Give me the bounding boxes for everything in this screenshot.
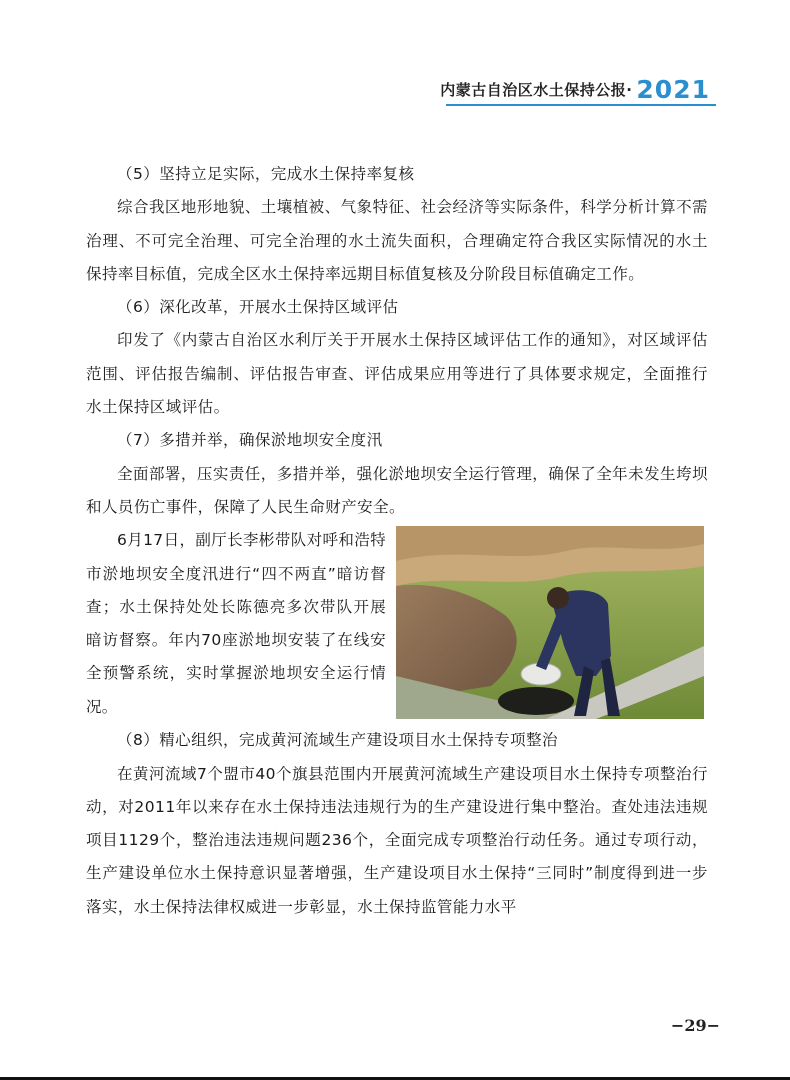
inspection-photo — [396, 526, 704, 719]
header-year: 2021 — [636, 75, 710, 104]
figure-block — [86, 524, 708, 724]
section-6-heading: （6）深化改革，开展水土保持区域评估 — [117, 298, 399, 317]
figure-paragraph: 6月17日，副厅长李彬带队对呼和浩特市淤地坝安全度汛进行“四不两直”暗访督查；水土保持处处长陈德亮多次带队开展暗访督察。年内70座淤地坝安装了在线安全预警系统，实时掌握淤地坝安全运行情况。 — [86, 531, 386, 716]
header-rule — [446, 104, 716, 106]
header-title: 内蒙古自治区水土保持公报· — [440, 81, 633, 99]
section-7-heading: （7）多措并举，确保淤地坝安全度汛 — [117, 431, 383, 450]
figure-text — [86, 524, 386, 724]
section-6-body: 印发了《内蒙古自治区水利厅关于开展水土保持区域评估工作的通知》，对区域评估范围、评估报告编制、评估报告审查、评估成果应用等进行了具体要求规定，全面推行水土保持区域评估。 — [86, 331, 708, 417]
main-content — [86, 158, 708, 924]
section-8-body: 在黄河流域7个盟市40个旗县范围内开展黄河流域生产建设项目水土保持专项整治行动，对2011年以来存在水土保持违法违规行为的生产建设进行集中整治。查处违法违规项目1129个，整治违法违规问题236个，全面完成专项整治行动任务。通过专项行动，生产建设单位水土保持意识显著增强，生产建设项目水土保持“三同时”制度得到进一步落实，水土保持法律权威进一步彰显，水土保持监管能力水平 — [86, 764, 708, 916]
section-8-heading: （8）精心组织，完成黄河流域生产建设项目水土保持专项整治 — [117, 731, 558, 750]
page-number: −29− — [670, 1016, 720, 1035]
page-header — [440, 74, 710, 104]
section-7-body: 全面部署，压实责任，多措并举，强化淤地坝安全运行管理，确保了全年未发生垮坝和人员伤亡事件，保障了人民生命财产安全。 — [86, 464, 708, 516]
section-5-heading: （5）坚持立足实际，完成水土保持率复核 — [117, 165, 415, 183]
section-5-body: 综合我区地形地貌、土壤植被、气象特征、社会经济等实际条件，科学分析计算不需治理、不可完全治理、可完全治理的水土流失面积，合理确定符合我区实际情况的水土保持率目标值，完成全区水土保持率远期目标值复核及分阶段目标值确定工作。 — [86, 198, 708, 283]
